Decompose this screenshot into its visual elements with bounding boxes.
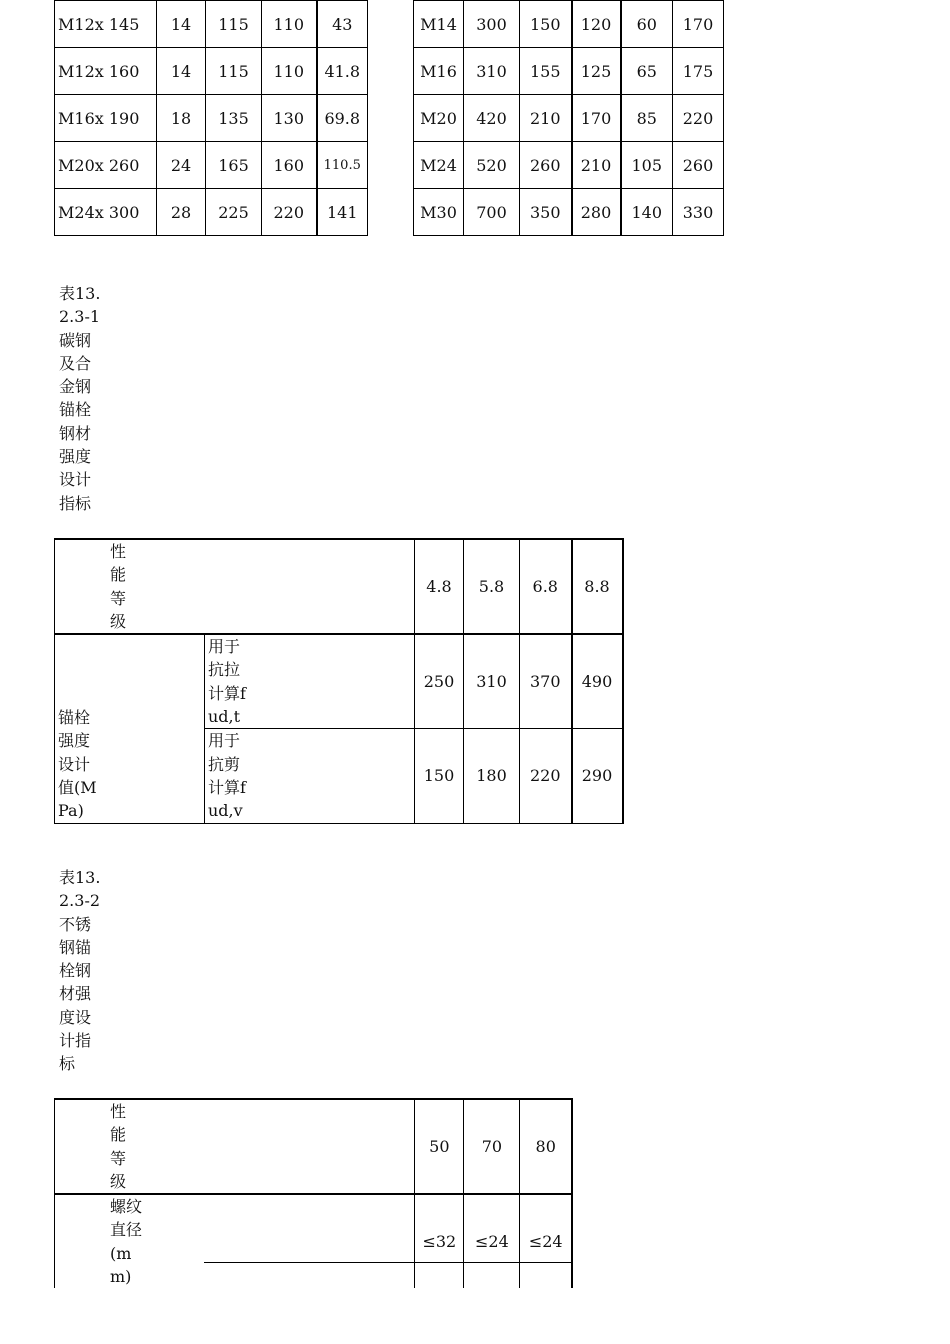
bolt-size-table-b (413, 0, 724, 236)
table-cell: 290 (572, 729, 623, 823)
grade-cell: 70 (464, 1099, 520, 1194)
table-cell: 125 (572, 48, 621, 95)
table-row (414, 95, 724, 142)
table-cell: ≤24 (464, 1194, 520, 1288)
table-cell: 155 (520, 48, 572, 95)
table-cell: 65 (621, 48, 673, 95)
table-cell: 350 (520, 189, 572, 236)
table-row (414, 189, 724, 236)
table-caption-2: 表13.2.3-2不锈钢锚栓钢材强度设计指标 (59, 868, 101, 1074)
table-row (55, 634, 623, 729)
table-cell: 130 (262, 95, 317, 142)
row-label-cell (205, 634, 415, 729)
table-cell: M20 (414, 95, 464, 142)
table-cell: 135 (206, 95, 262, 142)
table-cell: M20x 260 (55, 142, 157, 189)
table-cell: M24x 300 (55, 189, 157, 236)
table-cell: 115 (206, 1, 262, 48)
table-cell: 105 (621, 142, 673, 189)
table-cell: 260 (520, 142, 572, 189)
table-cell: M12x 145 (55, 1, 157, 48)
table-cell: ≤24 (520, 1194, 572, 1288)
table-cell: 210 (572, 142, 621, 189)
grade-cell: 4.8 (415, 539, 464, 634)
table-cell: 700 (464, 189, 520, 236)
grade-cell: 50 (415, 1099, 464, 1194)
table-cell: 310 (464, 48, 520, 95)
table-cell: 110 (262, 1, 317, 48)
table-cell: M30 (414, 189, 464, 236)
table-cell: 18 (157, 95, 206, 142)
table-row (55, 48, 368, 95)
table-row (414, 48, 724, 95)
table-cell: 14 (157, 1, 206, 48)
table-cell: 41.8 (317, 48, 368, 95)
bolt-size-table-a (54, 0, 368, 236)
bottom-rule (204, 1262, 573, 1263)
table-row (414, 1, 724, 48)
stainless-table-grid (54, 1098, 573, 1288)
table-cell: 330 (673, 189, 724, 236)
table-row (55, 1, 368, 48)
table-cell: 110 (262, 48, 317, 95)
table-cell: 300 (464, 1, 520, 48)
table-cell: 150 (415, 729, 464, 823)
diameter-label-cell (55, 1194, 415, 1288)
table-cell: 220 (673, 95, 724, 142)
table-cell: 175 (673, 48, 724, 95)
table-cell: M24 (414, 142, 464, 189)
table-cell: 260 (673, 142, 724, 189)
grade-label: 性能等级 (110, 542, 127, 631)
table-cell: 24 (157, 142, 206, 189)
table-caption-1: 表13.2.3-1碳钢及合金钢锚栓钢材强度设计指标 (59, 284, 101, 513)
table-cell: 165 (206, 142, 262, 189)
table-cell: 60 (621, 1, 673, 48)
diameter-label: 螺纹直径(mm) (110, 1197, 143, 1287)
table-cell: 120 (572, 1, 621, 48)
table-cell: M12x 160 (55, 48, 157, 95)
table-row (55, 142, 368, 189)
table-cell: 310 (464, 634, 520, 729)
grade-header-cell (55, 1099, 415, 1194)
grade-cell: 80 (520, 1099, 572, 1194)
table-cell: 210 (520, 95, 572, 142)
table-cell: 115 (206, 48, 262, 95)
grade-cell: 6.8 (520, 539, 572, 634)
table-row (414, 142, 724, 189)
table-cell: 85 (621, 95, 673, 142)
table-cell: 420 (464, 95, 520, 142)
group-label-cell (55, 634, 205, 823)
table-cell: 170 (572, 95, 621, 142)
group-label: 锚栓强度设计值(MPa) (58, 708, 97, 821)
table-cell: 250 (415, 634, 464, 729)
table-cell: 220 (520, 729, 572, 823)
table-cell: ≤32 (415, 1194, 464, 1288)
table-row (55, 189, 368, 236)
table-cell: 225 (206, 189, 262, 236)
table-cell: 180 (464, 729, 520, 823)
row-label-cell (205, 729, 415, 823)
table-cell: 14 (157, 48, 206, 95)
stainless-anchor-strength-table (54, 1098, 573, 1287)
table-row (55, 1099, 573, 1194)
grade-header-cell (55, 539, 415, 634)
table-cell: 370 (520, 634, 572, 729)
table-row (55, 539, 623, 634)
table-row (55, 1194, 573, 1288)
row-label: 用于抗拉计算fud,t (208, 637, 246, 727)
table-cell: 490 (572, 634, 623, 729)
table-cell: 160 (262, 142, 317, 189)
carbon-steel-anchor-strength-table (54, 538, 624, 824)
table-cell: 43 (317, 1, 368, 48)
grade-cell: 8.8 (572, 539, 623, 634)
table-cell: 28 (157, 189, 206, 236)
table-cell: 170 (673, 1, 724, 48)
row-label: 用于抗剪计算fud,v (208, 731, 246, 821)
table-cell: 220 (262, 189, 317, 236)
table-cell: 69.8 (317, 95, 368, 142)
table-cell: M14 (414, 1, 464, 48)
grade-cell: 5.8 (464, 539, 520, 634)
table-cell: 141 (317, 189, 368, 236)
table-row (55, 95, 368, 142)
table-cell: 520 (464, 142, 520, 189)
table-cell: 140 (621, 189, 673, 236)
grade-label: 性能等级 (110, 1102, 127, 1191)
table-cell: M16 (414, 48, 464, 95)
table-cell: 280 (572, 189, 621, 236)
table-cell: 150 (520, 1, 572, 48)
table-cell: M16x 190 (55, 95, 157, 142)
table-cell: 110.5 (317, 142, 368, 189)
